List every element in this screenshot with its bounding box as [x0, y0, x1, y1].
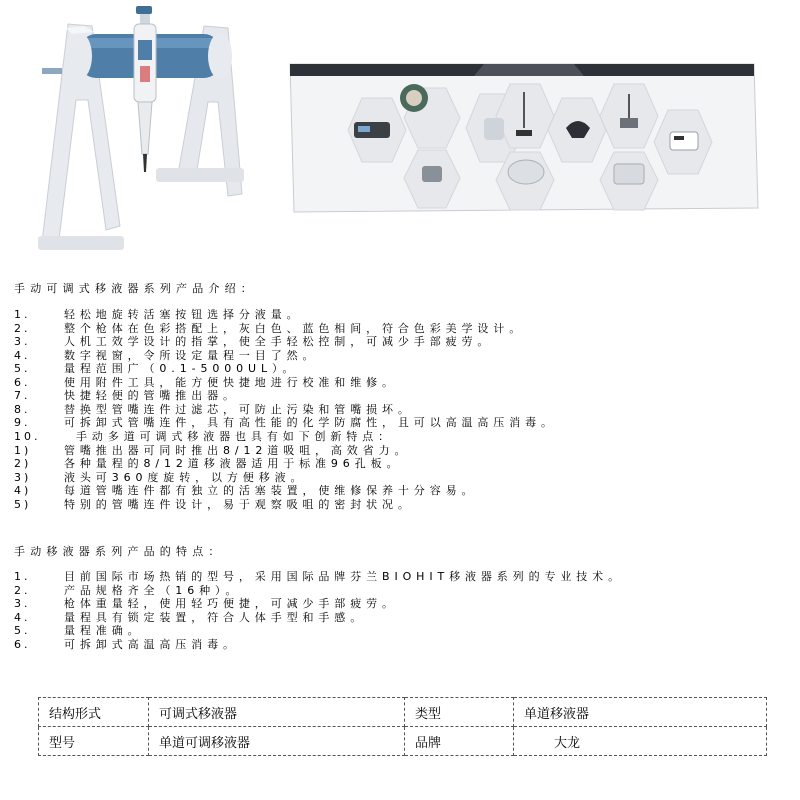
- list-item: [14, 322, 794, 335]
- list-item-number: 4): [14, 484, 32, 498]
- list-item-text: 管嘴推出器可同时推出8/12道吸咀，高效省力。: [64, 443, 411, 457]
- list-item-number: 10.: [14, 429, 41, 443]
- list-item: [14, 403, 794, 416]
- list-item-text: 手动多道可调式移液器也具有如下创新特点：: [76, 429, 394, 443]
- list-item-text: 使用附件工具，能方便快捷地进行校准和维修。: [64, 375, 398, 389]
- list-item-text: 整个枪体在色彩搭配上，灰白色、蓝色相间，符合色彩美学设计。: [64, 321, 526, 335]
- list-item: [14, 444, 794, 457]
- list-item-text: 每道管嘴连件都有独立的活塞装置，使维修保养十分容易。: [64, 484, 478, 498]
- list-item-text: 枪体重量轻，使用轻巧便捷，可减少手部疲劳。: [64, 597, 398, 611]
- table-row: [39, 698, 767, 727]
- table-cell: 大龙: [514, 727, 767, 756]
- list-item-number: 3.: [14, 597, 31, 611]
- list-item: [14, 570, 794, 583]
- list-item: [14, 362, 794, 375]
- list-item: [14, 498, 794, 511]
- list-item: [14, 389, 794, 402]
- table-cell: 类型: [405, 698, 514, 727]
- list-item-number: 4.: [14, 610, 31, 624]
- list-item-text: 量程具有锁定装置，符合人体手型和手感。: [64, 610, 367, 624]
- table-row: [39, 727, 767, 756]
- list-item-text: 可拆卸式高温高压消毒。: [64, 638, 239, 651]
- product-box-photo: [284, 58, 760, 218]
- list-item-text: 快捷轻便的管嘴推出器。: [64, 389, 239, 403]
- intro-heading: 手动可调式移液器系列产品介绍：: [14, 282, 257, 295]
- table-cell: 型号: [39, 727, 149, 756]
- list-item-number: 2.: [14, 321, 31, 335]
- list-item: [14, 376, 794, 389]
- list-item-number: 9.: [14, 416, 31, 430]
- list-item-text: 特别的管嘴连件设计，易于观察吸咀的密封状况。: [64, 497, 414, 511]
- list-item: [14, 471, 794, 484]
- list-item-number: 6.: [14, 638, 31, 651]
- list-item-text: 人机工效学设计的指掌，使全手轻松控制，可减少手部疲劳。: [64, 335, 494, 349]
- list-item-number: 1.: [14, 308, 31, 321]
- list-item: [14, 335, 794, 348]
- list-item-number: 4.: [14, 348, 31, 362]
- list-item-text: 目前国际市场热销的型号，采用国际品牌芬兰BIOHIT移液器系列的专业技术。: [64, 570, 624, 583]
- list-item: [14, 308, 794, 321]
- list-item: [14, 584, 794, 597]
- list-item: [14, 457, 794, 470]
- list-item-text: 量程准确。: [64, 624, 144, 638]
- list-item: [14, 349, 794, 362]
- pipette-stand-photo: [28, 4, 250, 260]
- list-item-number: 6.: [14, 375, 31, 389]
- list-item-text: 产品规格齐全（16种）。: [64, 583, 242, 597]
- list-item-number: 5.: [14, 362, 31, 376]
- list-item-text: 量程范围广（0.1-5000UL）。: [64, 362, 299, 376]
- spec-table: [38, 697, 767, 756]
- list-item-text: 可拆卸式管嘴连件，具有高性能的化学防腐性，且可以高温高压消毒。: [64, 416, 557, 430]
- list-item: [14, 484, 794, 497]
- list-item-number: 1.: [14, 570, 31, 583]
- features-heading: 手动移液器系列产品的特点：: [14, 545, 225, 558]
- table-cell: 单道可调移液器: [149, 727, 405, 756]
- list-item-text: 替换型管嘴连件过滤芯，可防止污染和管嘴损坏。: [64, 402, 414, 416]
- list-item-text: 液头可360度旋转，以方便移液。: [64, 470, 307, 484]
- list-item-number: 3.: [14, 335, 31, 349]
- list-item: [14, 611, 794, 624]
- list-item-number: 5): [14, 497, 32, 511]
- list-item: [14, 416, 794, 429]
- list-item: [14, 430, 794, 443]
- list-item-number: 7.: [14, 389, 31, 403]
- list-item-text: 轻松地旋转活塞按钮选择分液量。: [64, 308, 303, 321]
- table-cell: 可调式移液器: [149, 698, 405, 727]
- list-item-number: 8.: [14, 402, 31, 416]
- list-item-number: 2): [14, 457, 32, 471]
- table-cell: 单道移液器: [514, 698, 767, 727]
- list-item-number: 3): [14, 470, 32, 484]
- list-item-number: 1): [14, 443, 32, 457]
- list-item-text: 数字视窗，令所设定量程一目了然。: [64, 348, 319, 362]
- list-item-text: 各种量程的8/12道移液器适用于标准96孔板。: [64, 457, 403, 471]
- table-cell: 结构形式: [39, 698, 149, 727]
- table-cell: 品牌: [405, 727, 514, 756]
- list-item: [14, 597, 794, 610]
- list-item: [14, 624, 794, 637]
- list-item-number: 5.: [14, 624, 31, 638]
- list-item: [14, 638, 794, 651]
- list-item-number: 2.: [14, 583, 31, 597]
